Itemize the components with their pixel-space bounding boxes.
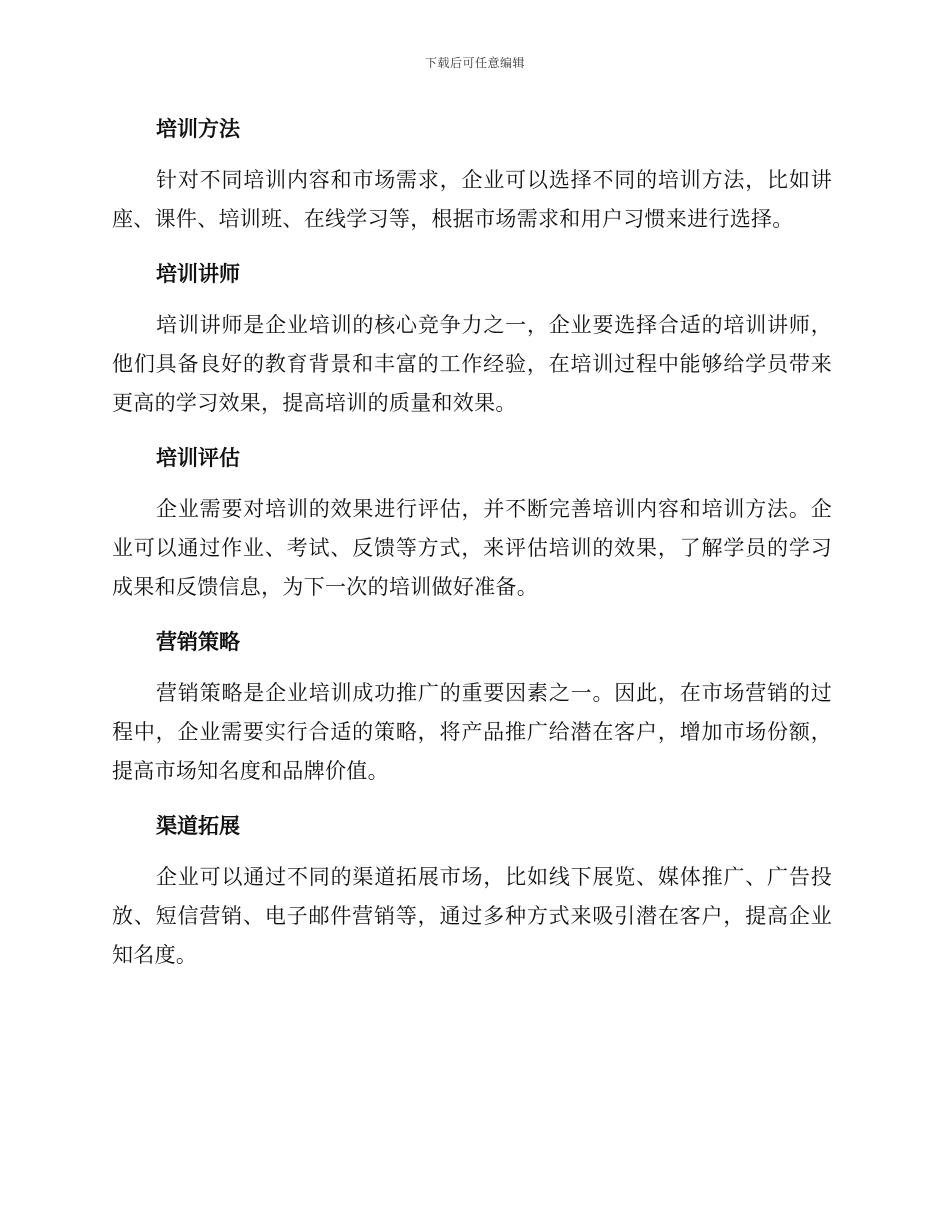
section-channel-expansion <box>112 809 832 975</box>
section-heading: 培训讲师 <box>156 261 240 286</box>
section-paragraph: 企业需要对培训的效果进行评估，并不断完善培训内容和培训方法。企业可以通过作业、考试、反馈等方式，来评估培训的效果，了解学员的学习成果和反馈信息，为下一次的培训做好准备。 <box>112 497 832 599</box>
section-paragraph: 企业可以通过不同的渠道拓展市场，比如线下展览、媒体推广、广告投放、短信营销、电子邮件营销等，通过多种方式来吸引潜在客户，提高企业知名度。 <box>112 865 832 967</box>
section-paragraph: 营销策略是企业培训成功推广的重要因素之一。因此，在市场营销的过程中，企业需要实行合适的策略，将产品推广给潜在客户，增加市场份额，提高市场知名度和品牌价值。 <box>112 681 832 783</box>
document-content <box>112 112 832 993</box>
section-marketing-strategy <box>112 625 832 791</box>
section-heading: 培训方法 <box>156 116 240 141</box>
section-training-methods <box>112 112 832 239</box>
header-note: 下载后可任意编辑 <box>424 56 525 70</box>
section-training-instructors <box>112 257 832 423</box>
section-heading: 培训评估 <box>156 445 240 470</box>
section-paragraph: 培训讲师是企业培训的核心竞争力之一，企业要选择合适的培训讲师，他们具备良好的教育背景和丰富的工作经验，在培训过程中能够给学员带来更高的学习效果，提高培训的质量和效果。 <box>112 313 832 415</box>
section-training-evaluation <box>112 441 832 607</box>
section-heading: 渠道拓展 <box>156 813 240 838</box>
section-heading: 营销策略 <box>156 629 240 654</box>
section-paragraph: 针对不同培训内容和市场需求，企业可以选择不同的培训方法，比如讲座、课件、培训班、在线学习等，根据市场需求和用户习惯来进行选择。 <box>112 168 832 231</box>
